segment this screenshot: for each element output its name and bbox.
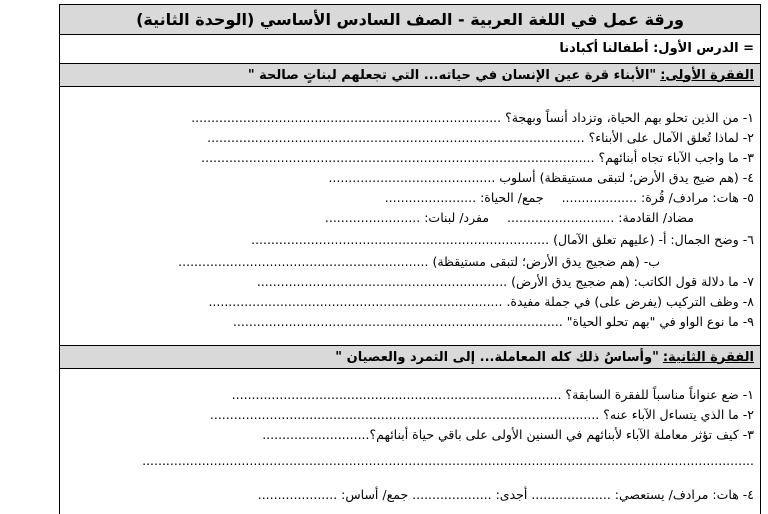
question-3: ٣- ما واجب الآباء تجاه أبنائهم؟ ...................................................................................................: [201, 150, 754, 165]
answer-line: ..........................................................................................................................................................: [142, 453, 754, 468]
section2-quote: "وأساسُ ذلك كله المعاملة... إلى التمرد والعصيان ": [335, 349, 659, 365]
s2-question-2: ٢- ما الذي يتساءل الآباء عنه؟ ..................................................................................................: [209, 407, 754, 422]
question-9: ٩- ما نوع الواو في "بهم تحلو الحياة" ...................................................................................: [232, 314, 754, 329]
plural-field: جمع/ الحياة: .......................: [384, 190, 544, 205]
question-4: ٤- (هم ضيج يدق الأرض؛ لتبقى مستيقظة) أسلوب ..........................................: [328, 170, 754, 185]
s2-question-4: ٤- هات: مرادف/ يستعصي: .................... أجدى: .................... جمع/ أساس: ....................: [257, 487, 754, 502]
lesson-title: = الدرس الأول: أطفالنا أكبادنا: [559, 41, 754, 56]
s2-question-3: ٣- كيف تؤثر معاملة الآباء لأبنائهم في السنين الأولى على باقي حياة أبنائهم؟...........................: [262, 427, 754, 442]
section1-header: [60, 63, 760, 87]
worksheet: [59, 4, 761, 514]
section1-quote: "الأبناء قرة عين الإنسان في حياته... التي تجعلهم لبناتٍ صالحة ": [247, 67, 657, 83]
question-5-row2: [64, 209, 694, 226]
question-5-row1: [64, 189, 754, 206]
question-2: ٢- لماذا تُعلق الآمال على الأبناء؟ ...............................................................................................: [207, 130, 754, 145]
question-7: ٧- ما دلالة قول الكاتب: (هم ضجيج يدق الأرض) ...............................................................: [256, 274, 754, 289]
worksheet-title: ورقة عمل في اللغة العربية - الصف السادس الأساسي (الوحدة الثانية): [60, 5, 760, 35]
section1-label: الفقرة الأولى:: [660, 67, 754, 83]
antonym-field: مضاد/ القادمة: ...........................: [507, 210, 694, 225]
s2-question-1: ١- ضع عنواناً مناسباً للفقرة السابقة؟ ...................................................................................: [231, 387, 754, 402]
question-1: ١- من الذين تحلو بهم الحياة، وتزداد أُنساً وبهجة؟ ..............................................................................: [191, 110, 754, 125]
question-6b: ب- (هم ضجيج يدق الأرض؛ لتبقى مستيقظة) ...............................................................: [178, 254, 660, 269]
section2-label: الفقرة الثانية:: [662, 349, 754, 365]
question-8: ٨- وظف التركيب (يفرض على) في جملة مفيدة. ..........................................................................: [208, 294, 754, 309]
singular-field: مفرد/ لبنات: ........................: [324, 210, 490, 225]
question-6a: ٦- وضح الجمال: أ- (عليهم تعلق الآمال) ...........................................................................: [251, 232, 754, 247]
section2-header: [60, 345, 760, 369]
synonym-field: ٥- هات: مرادف/ قُرة: ...................: [561, 190, 754, 205]
